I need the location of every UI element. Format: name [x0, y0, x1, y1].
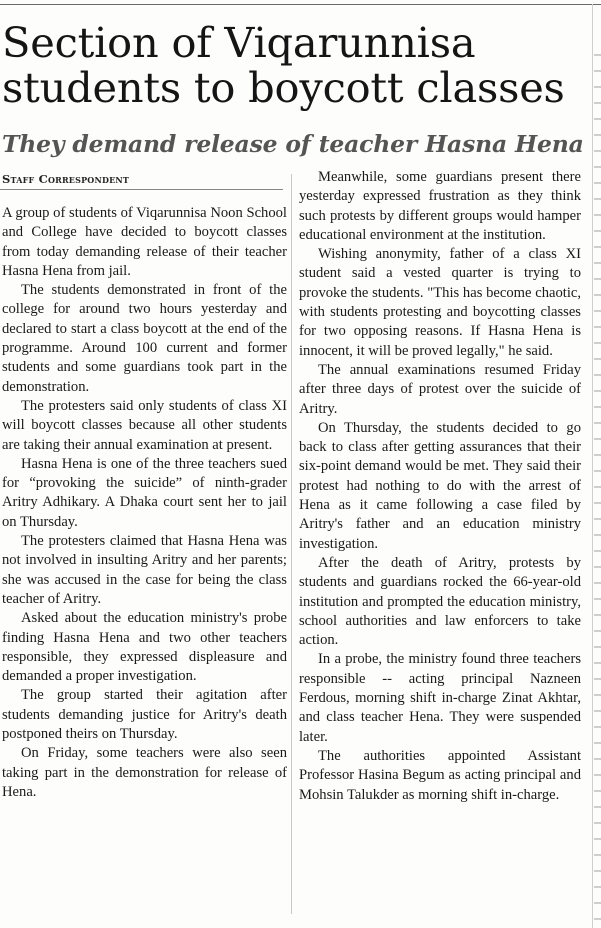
paragraph: The annual examinations resumed Friday after three days of protest over the suicide of Aritry. — [299, 361, 581, 417]
left-column — [2, 204, 287, 802]
paragraph: Meanwhile, some guardians present there yesterday expressed frustration as they think such protests by different groups would hamper educational environment at the institution. — [299, 169, 581, 243]
paragraph: In a probe, the ministry found three teachers responsible -- acting principal Nazneen Ferdous, morning shift in-charge Zinat Akhtar, and class teacher Hena. They were suspended later. — [299, 651, 581, 745]
paragraph: On Thursday, the students decided to go back to class after getting assurances that their six-point demand would be met. They said their protest had nothing to do with the arrest of Hena as it came following a case filed by Aritry's father and an education ministry investigation. — [299, 419, 581, 552]
page-edge-rule — [592, 4, 593, 928]
paragraph: Asked about the education ministry's probe finding Hasna Hena and two other teachers responsible, they expressed displeasure and demanded a proper investigation. — [2, 610, 287, 685]
paragraph: The students demonstrated in front of the college for around two hours yesterday and declared to start a class boycott at the end of the programme. Around 100 current and former students and some guardians took part in the demonstration. — [2, 282, 287, 395]
byline: Staff Correspondent — [2, 172, 130, 186]
paragraph: A group of students of Viqarunnisa Noon School and College have decided to boycott classes from today demanding release of their teacher Hasna Hena from jail. — [2, 205, 287, 279]
headline: Section of Viqarunnisa students to boycott classes — [2, 18, 565, 112]
column-divider — [291, 174, 292, 914]
subheadline: They demand release of teacher Hasna Hena — [2, 130, 584, 158]
paragraph: The authorities appointed Assistant Professor Hasina Begum as acting principal and Mohsin Talukder as morning shift in-charge. — [299, 747, 581, 803]
paragraph: Wishing anonymity, father of a class XI student said a vested quarter is trying to provoke the students. "This has become chaotic, with students protesting and boycotting classes for two opposing reasons. If Hasna Hena is innocent, it will be proved legally," he said. — [299, 246, 581, 359]
paragraph: Hasna Hena is one of the three teachers sued for “provoking the suicide” of ninth-grader Aritry Adhikary. A Dhaka court sent her to jail on Thursday. — [2, 455, 287, 530]
right-column — [299, 168, 581, 805]
paragraph: On Friday, some teachers were also seen taking part in the demonstration for release of Hena. — [2, 745, 287, 800]
paragraph: The group started their agitation after students demanding justice for Aritry's death postponed theirs on Thursday. — [2, 687, 287, 743]
byline-rule — [0, 189, 283, 190]
adjacent-column-edge — [594, 40, 601, 920]
paragraph: The protesters claimed that Hasna Hena was not involved in insulting Aritry and her parents; she was accused in the case for being the class teacher of Aritry. — [2, 533, 287, 607]
paragraph: The protesters said only students of class XI will boycott classes because all other students are taking their annual examination at present. — [2, 397, 287, 453]
top-rule — [0, 4, 601, 5]
paragraph: After the death of Aritry, protests by students and guardians rocked the 66-year-old institution and prompted the education ministry, school authorities and law enforcers to take action. — [299, 554, 581, 649]
